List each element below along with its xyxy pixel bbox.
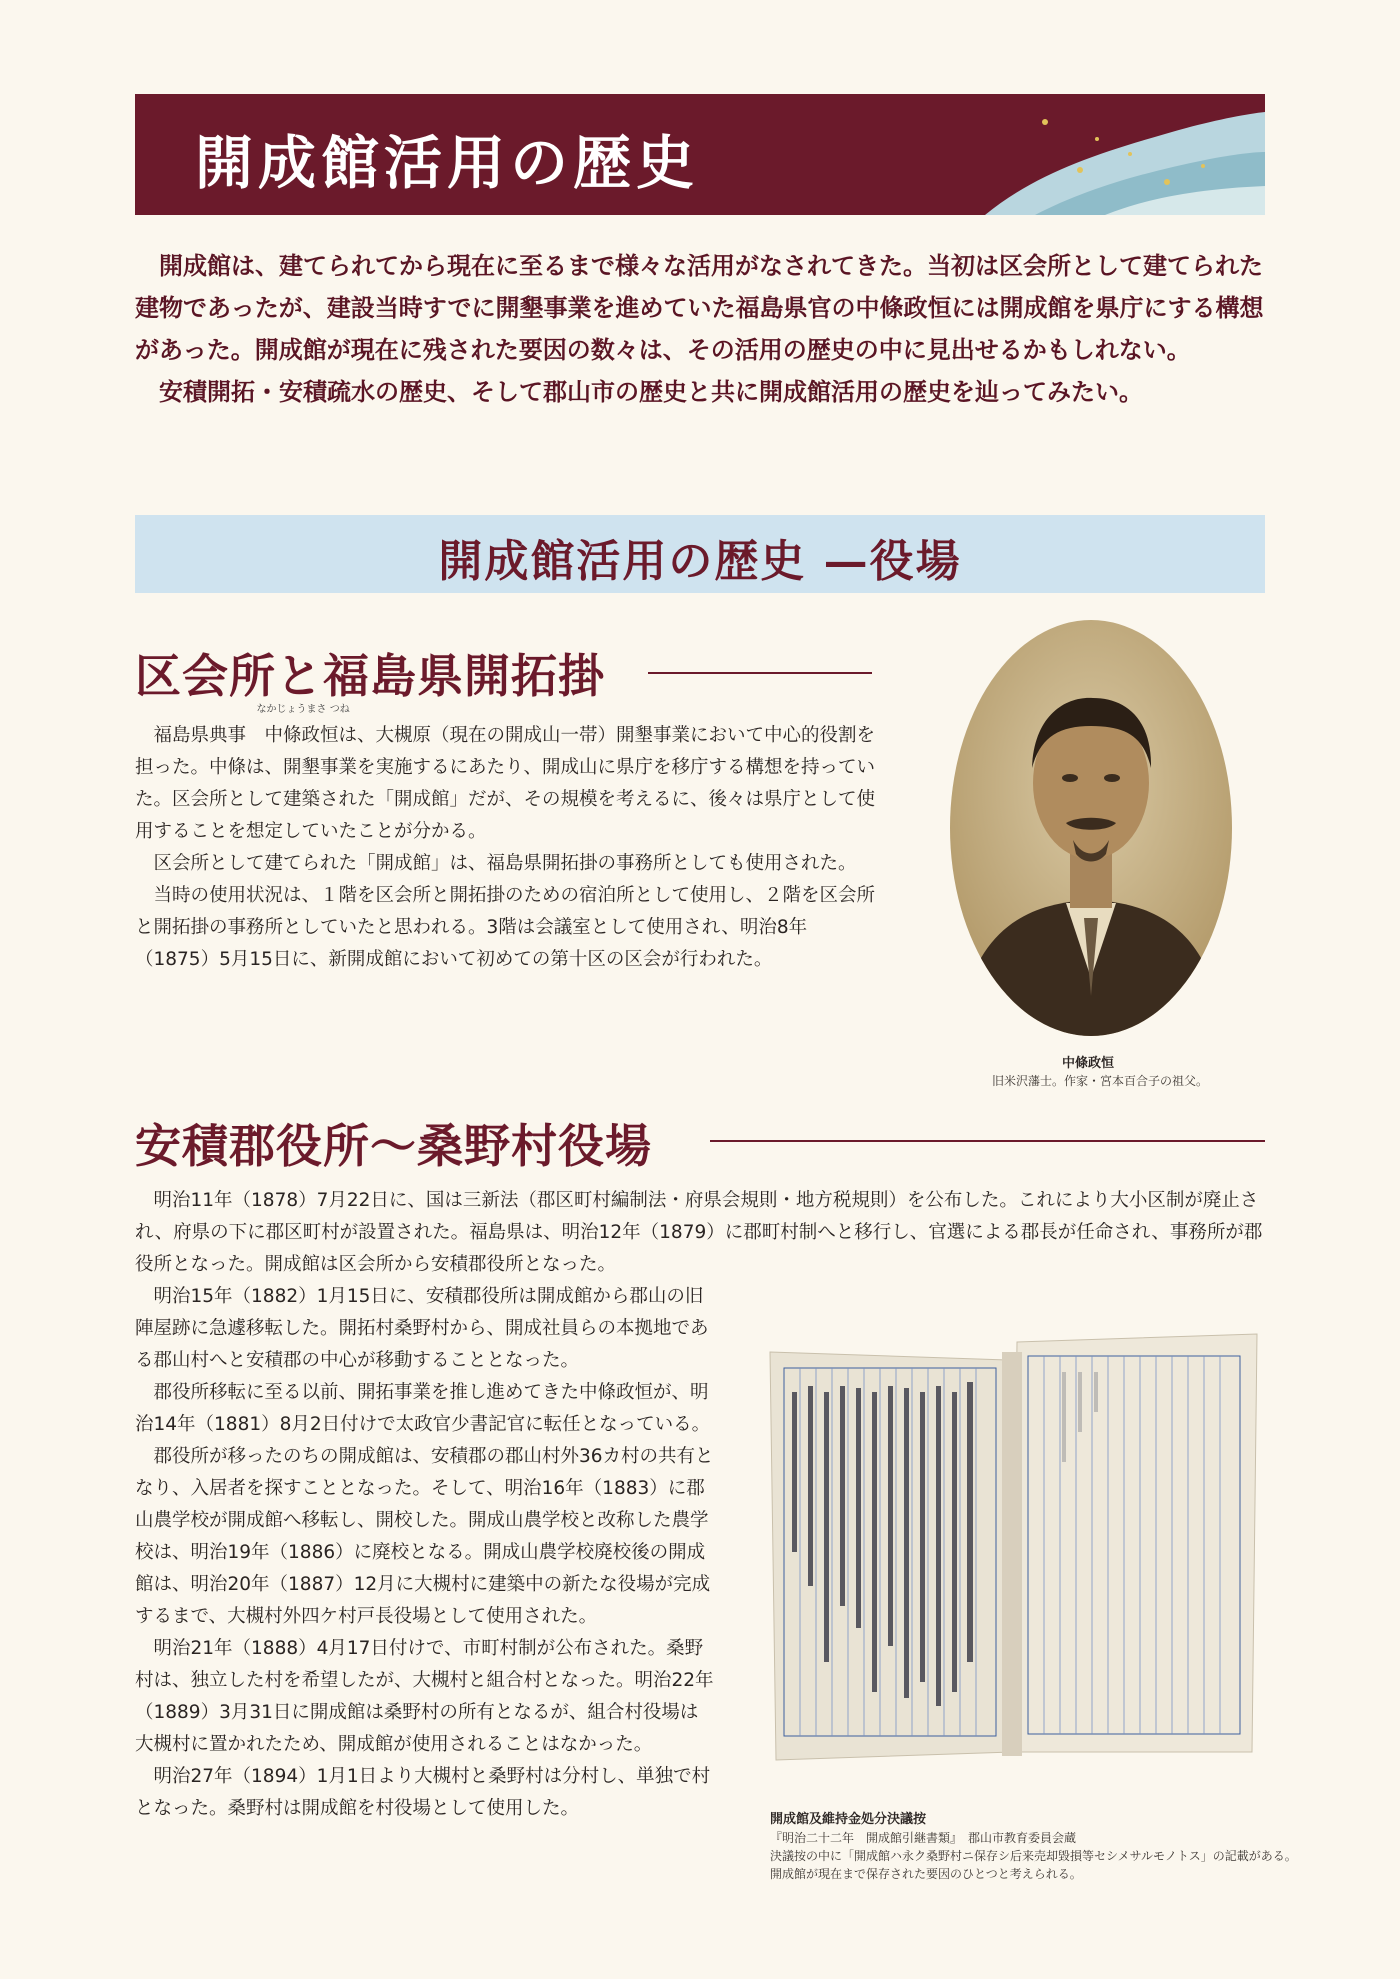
text-run: は、大槻原（現在の開成山一帯）開墾事業において中心的役割を担った。中條は、開墾事業を実施するにあたり、開成山に県庁を移庁する構想を持っていた。区会所として建築された「開成館」だが、その規模を考えるに、後々は県庁として使用することを想定していたことが分かる。 <box>135 725 876 842</box>
text-run: 福島県典事 <box>153 725 247 746</box>
document-caption-note: 決議按の中に「開成館ハ永ク桑野村ニ保存シ后来売却毀損等セシメサルモノトス」の記載がある。 <box>770 1849 1297 1863</box>
portrait-caption-text: 旧米沢藩士。作家・宮本百合子の祖父。 <box>992 1074 1209 1088</box>
section1-paragraph: 区会所として建てられた「開成館」は、福島県開拓掛の事務所としても使用された。 <box>153 853 857 874</box>
page-title: 開成館活用の歴史 <box>195 129 700 197</box>
wave-decoration <box>945 94 1265 215</box>
document-caption-source: 『明治二十二年 開成館引継書類』 郡山市教育委員会蔵 <box>770 1831 1077 1845</box>
ruby-term <box>246 704 350 752</box>
portrait-caption-title: 中條政恒 <box>1062 1056 1115 1071</box>
intro-paragraph: 開成館は、建てられてから現在に至るまで様々な活用がなされてきた。当初は区会所として建てられた建物であったが、建設当時すでに開墾事業を進めていた福島県官の中條政恒には開成館を県庁にする構想があった。開成館が現在に残された要因の数々は、その活用の歴史の中に見出せるかもしれない。 <box>135 251 1264 364</box>
section1-heading: 区会所と福島県開拓掛 <box>135 649 605 703</box>
section2-paragraph: 郡役所が移ったのちの開成館は、安積郡の郡山村外36カ村の共有となり、入居者を探すこととなった。そして、明治16年（1883）に郡山農学校が開成館へ移転し、開校した。開成山農学校と改称した農学校は、明治19年（1886）に廃校となる。開成山農学校廃校後の開成館は、明治20年（1887）12月に大槻村に建築中の新たな役場が完成するまで、大槻村外四ケ村戸長役場として使用された。 <box>135 1446 714 1627</box>
section2-paragraph: 明治27年（1894）1月1日より大槻村と桑野村は分村し、単独で村となった。桑野村は開成館を村役場として使用した。 <box>135 1766 711 1819</box>
section2-body <box>135 1281 715 1825</box>
section2-heading: 安積郡役所～桑野村役場 <box>135 1119 652 1173</box>
section2-paragraph: 明治15年（1882）1月15日に、安積郡役所は開成館から郡山の旧陣屋跡に急遽移転した。開拓村桑野村から、開成社員らの本拠地である郡山村へと安積郡の中心が移動することとなった。 <box>135 1286 709 1371</box>
section2-paragraph: 郡役所移転に至る以前、開拓事業を推し進めてきた中條政恒が、明治14年（1881）8月2日付けで太政官少書記官に転任となっている。 <box>135 1382 711 1435</box>
section2-paragraph: 明治21年（1888）4月17日付けで、市町村制が公布された。桑野村は、独立した村を希望したが、大槻村と組合村となった。明治22年（1889）3月31日に開成館は桑野村の所有となるが、組合村役場は大槻村に置かれたため、開成館が使用されることはなかった。 <box>135 1638 714 1755</box>
portrait-photo <box>948 618 1234 1038</box>
section2-intro <box>135 1185 1265 1281</box>
title-banner <box>135 94 1265 215</box>
furigana: なかじょうまさ つね <box>256 704 350 715</box>
section1-body <box>135 704 880 976</box>
section-band <box>135 515 1265 593</box>
section1-paragraph <box>135 704 880 848</box>
intro-text <box>135 245 1265 413</box>
heading-rule <box>648 672 872 674</box>
document-caption-title: 開成館及維持金処分決議按 <box>770 1812 927 1827</box>
heading-rule <box>710 1140 1265 1142</box>
intro-paragraph: 安積開拓・安積疏水の歴史、そして郡山市の歴史と共に開成館活用の歴史を辿ってみたい。 <box>159 377 1143 406</box>
ruby-base: 中條政恒 <box>264 725 339 746</box>
section2-paragraph: 明治11年（1878）7月22日に、国は三新法（郡区町村編制法・府県会規則・地方税規則）を公布した。これにより大小区制が廃止され、府県の下に郡区町村が設置された。福島県は、明治12年（1879）に郡町村制へと移行し、官選による郡長が任命され、事務所が郡役所となった。開成館は区会所から安積郡役所となった。 <box>135 1190 1263 1275</box>
section-band-title: 開成館活用の歴史 —役場 <box>438 536 962 587</box>
section1-paragraph: 当時の使用状況は、１階を区会所と開拓掛のための宿泊所として使用し、２階を区会所と開拓掛の事務所としていたと思われる。3階は会議室として使用され、明治8年（1875）5月15日に、新開成館において初めての第十区の区会が行われた。 <box>135 885 876 970</box>
document-photo <box>762 1322 1262 1762</box>
document-caption-note: 開成館が現在まで保存された要因のひとつと考えられる。 <box>770 1867 1082 1881</box>
